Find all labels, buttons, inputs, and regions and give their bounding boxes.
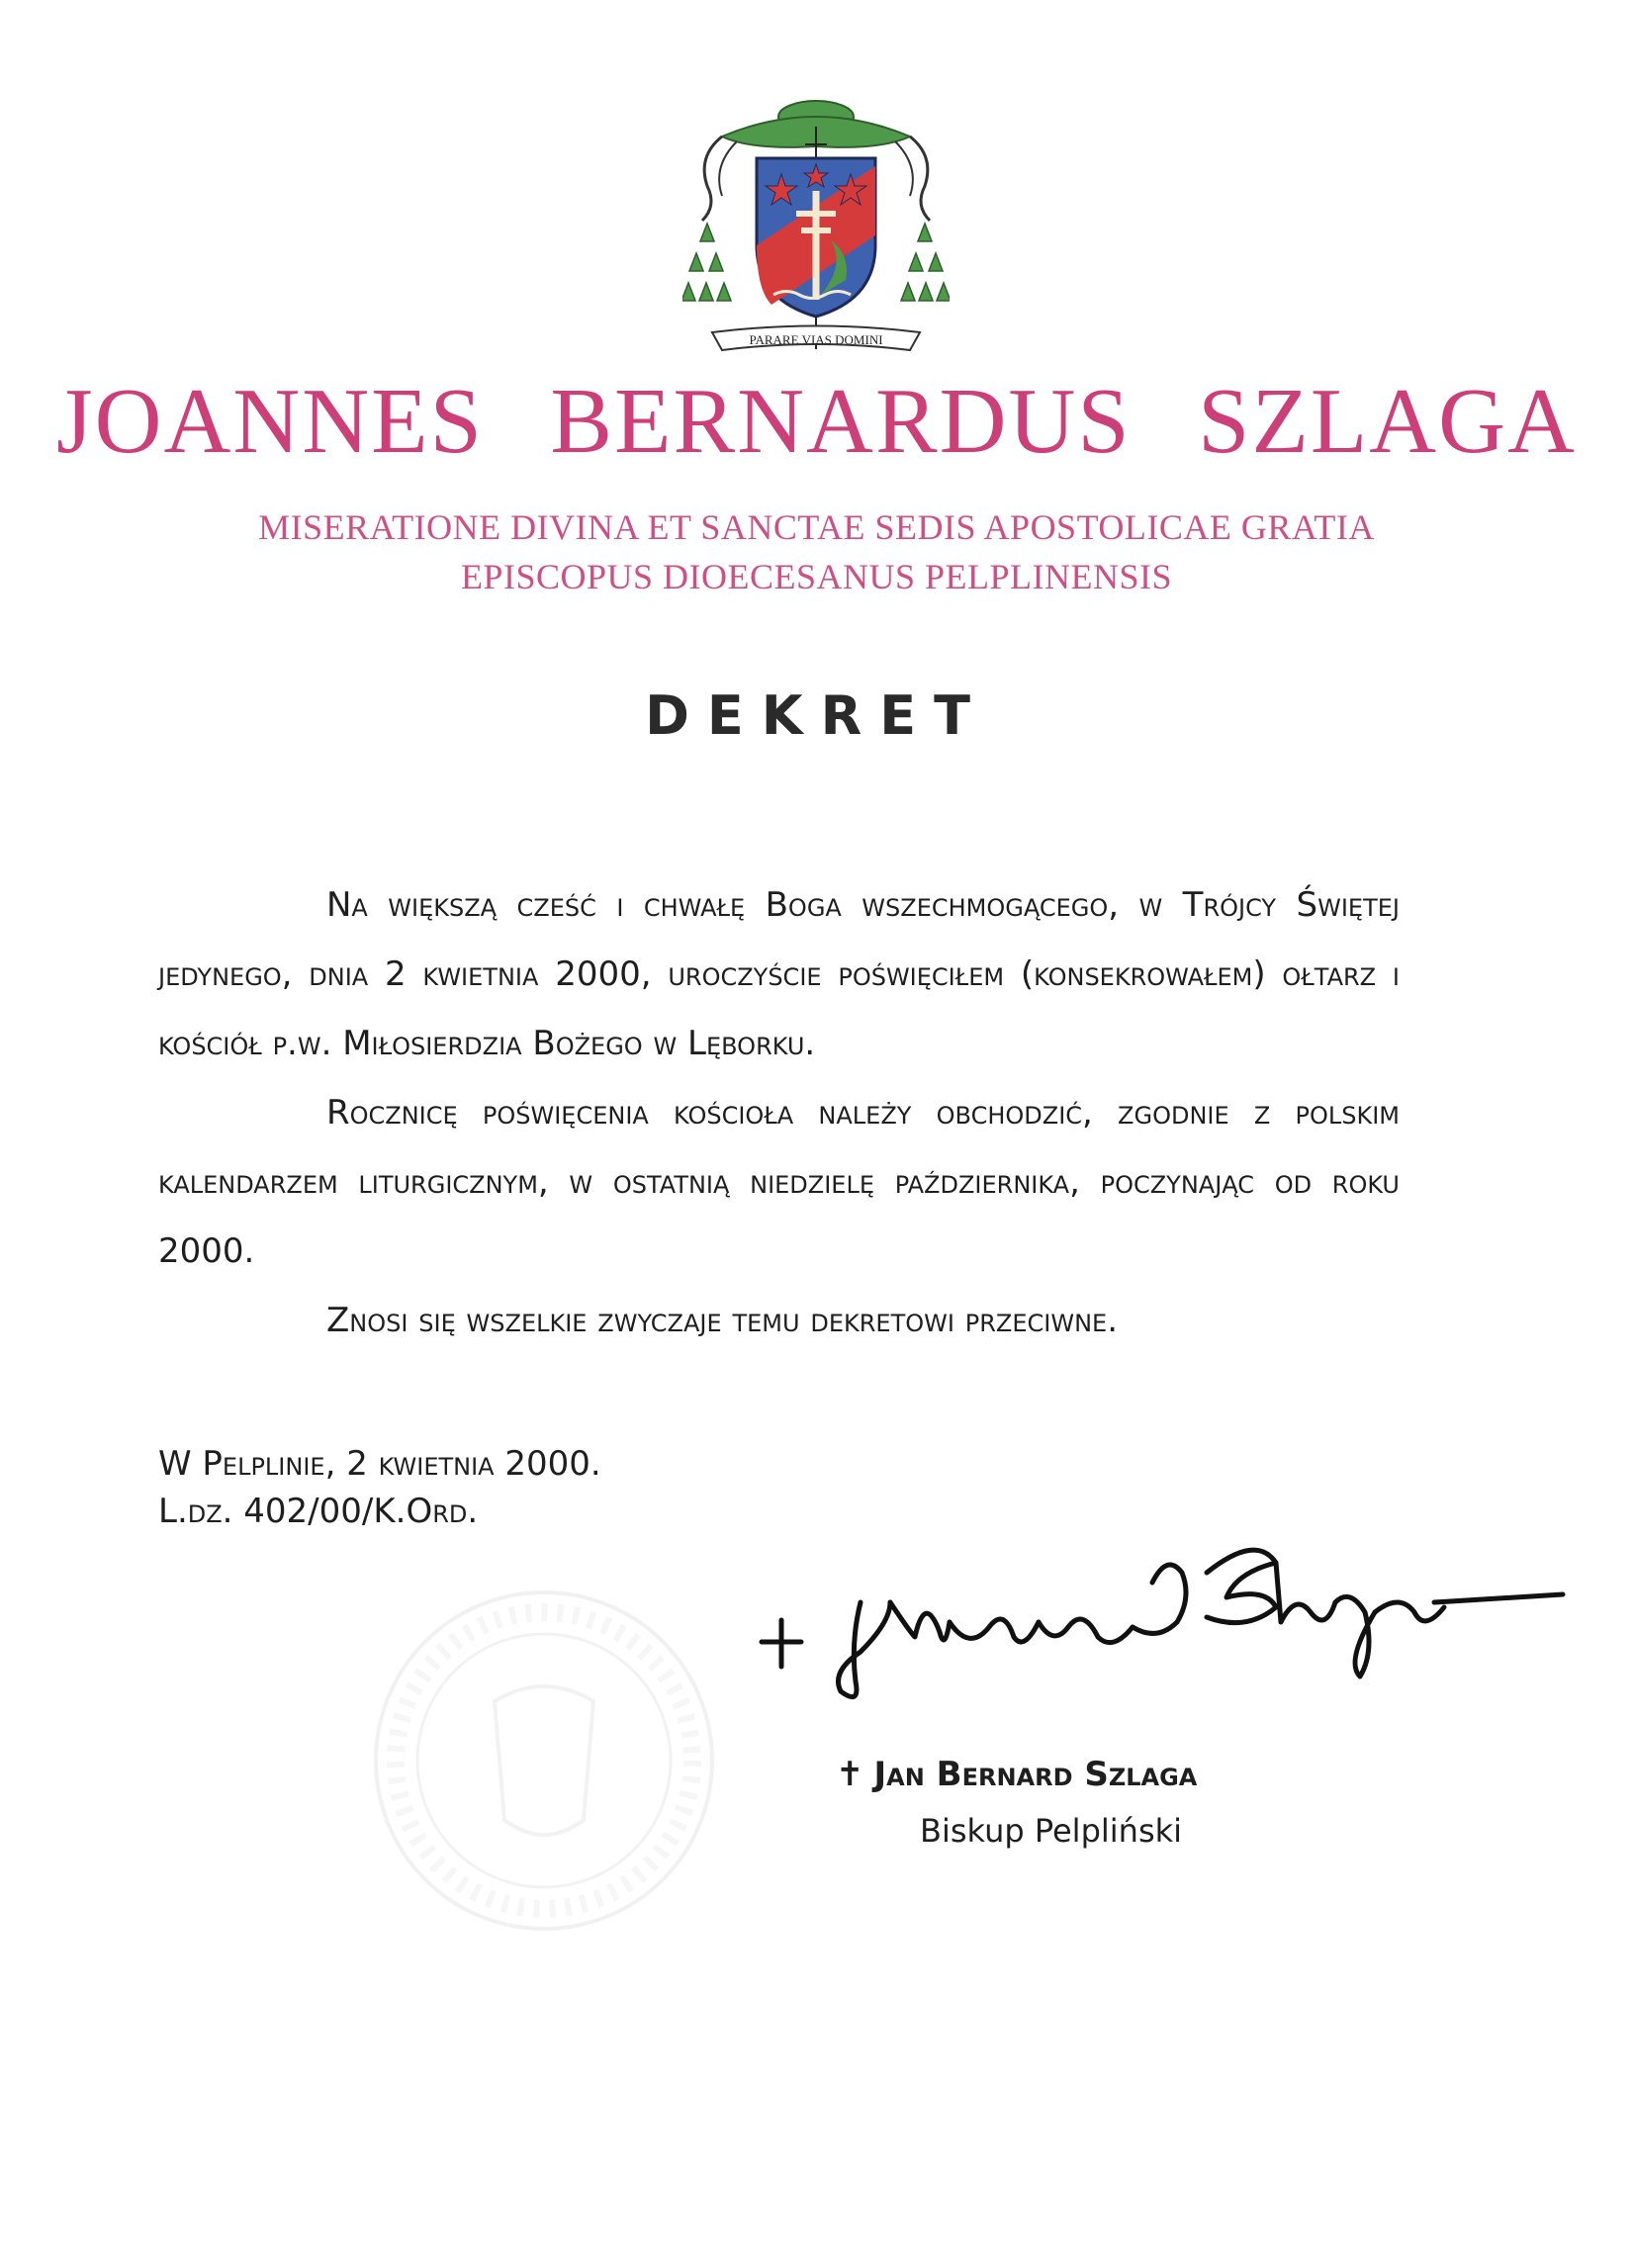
place-date: W Pelplinie, 2 kwietnia 2000. — [158, 1444, 601, 1484]
place-date-block — [158, 1440, 601, 1535]
signer-name: Jan Bernard Szlaga — [873, 1755, 1198, 1794]
handwritten-signature — [742, 1503, 1573, 1701]
signer-title: Biskup Pelpliński — [920, 1812, 1183, 1850]
embossed-seal-icon — [366, 1583, 722, 1939]
decree-paragraph: Na większą cześć i chwałę Boga wszechmogącego, w Trójcy Świętej jedynego, dnia 2 kwietnia 2000, uroczyście poświęciłem (konsekrowałem) ołtarz i kościół p.w. Miłosierdzia Bożego w Lęborku. — [158, 885, 1400, 1063]
cross-icon: ✝ — [836, 1755, 864, 1794]
document-title: DEKRET — [645, 684, 988, 747]
reference-number: L.dz. 402/00/K.Ord. — [158, 1492, 479, 1531]
motto-text: PARARE VIAS DOMINI — [749, 332, 883, 347]
bishop-latin-name: JOANNES BERNARDUS SZLAGA — [56, 370, 1577, 473]
signer-name-line — [836, 1755, 1197, 1794]
decree-paragraph: Rocznicę poświęcenia kościoła należy obchodzić, zgodnie z polskim kalendarzem liturgicznym, w ostatnią niedzielę października, poczynając od roku 2000. — [158, 1093, 1400, 1271]
latin-subtitle-line2: EPISCOPUS DIOECESANUS PELPLINENSIS — [460, 557, 1173, 596]
coat-of-arms-icon — [682, 97, 950, 364]
decree-paragraph: Znosi się wszelkie zwyczaje temu dekretowi przeciwne. — [326, 1301, 1118, 1340]
latin-subtitle-line1: MISERATIONE DIVINA ET SANCTAE SEDIS APOSTOLICAE GRATIA — [258, 507, 1375, 547]
decree-body — [158, 870, 1400, 1355]
